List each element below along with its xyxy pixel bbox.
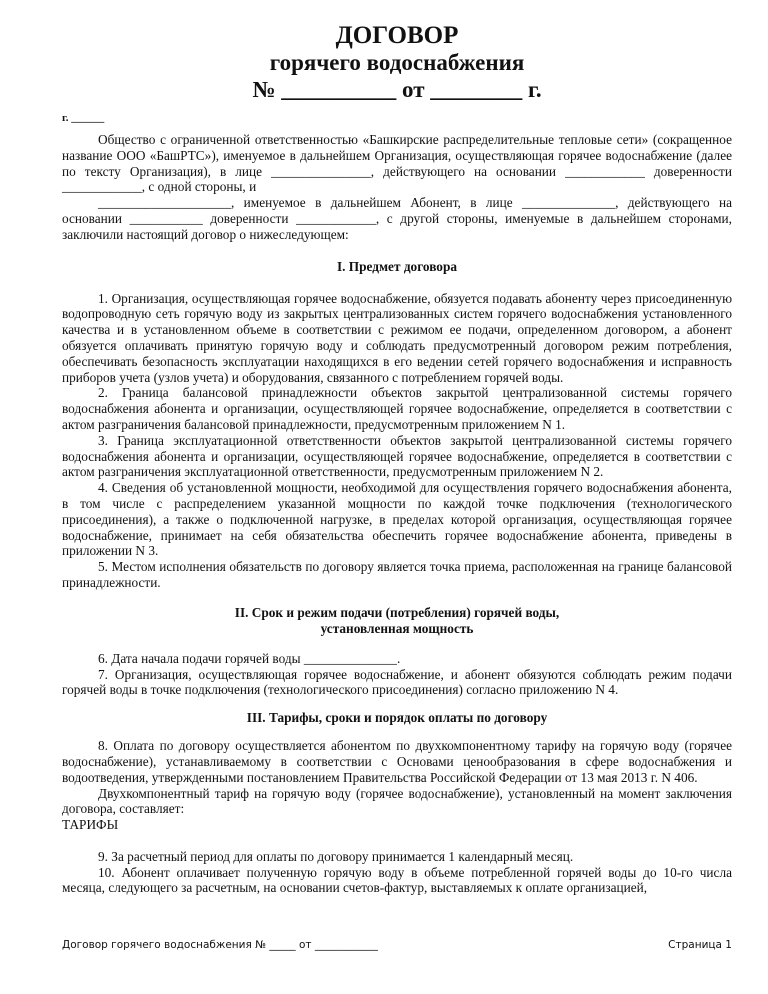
city-field: г. ______ xyxy=(62,112,105,124)
clause-8: 8. Оплата по договору осуществляется абонентом по двухкомпонентному тарифу на горячую воду (горячее водоснабжение), устанавливаемому в соответствии с Основами ценообразования в сфере водоснабжения и водоотведения, утвержденными постановлением Правительства Российской Федерации от 13 мая 2013 г. N 406. xyxy=(62,738,732,785)
clause-1: 1. Организация, осуществляющая горячее водоснабжение, обязуется подавать абоненту через присоединенную водопроводную сеть горячую воду из закрытых централизованных систем горячего водоснабжения установленного качества и в установленном объеме в соответствии с режимом ее подачи, определенном договором, а абонент обязуется оплачивать принятую горячую воду и соблюдать предусмотренный договором режим потребления, обеспечивать безопасность эксплуатации находящихся в его ведении сетей горячего водоснабжения и исправность приборов учета (узлов учета) и оборудования, связанного с потреблением горячей воды. xyxy=(62,290,732,385)
clause-7: 7. Организация, осуществляющая горячее водоснабжение, и абонент обязуются соблюдать режим подачи горячей воды в точке подключения (технологического присоединения) согласно приложению N 4. xyxy=(62,666,732,698)
clause-3: 3. Граница эксплуатационной ответственности объектов закрытой централизованной системы горячего водоснабжения абонента и организации, осуществляющей горячее водоснабжение, определяется в соответствии с актом разграничения эксплуатационной ответственности, предусмотренным приложением N 2. xyxy=(62,432,732,480)
intro-paragraph-1: Общество с ограниченной ответственностью «Башкирские распределительные тепловые сети» (сокращенное название ООО «БашРТС»), именуемое в дальнейшем Организация, осуществляющая горячее водоснабжение (далее по тексту Организация), в лице _______________, действующего на основании ____________ доверенности ____________, с одной стороны, и xyxy=(62,132,732,195)
clause-2: 2. Граница балансовой принадлежности объектов закрытой централизованной системы горячего водоснабжения абонента и организации, осуществляющей горячее водоснабжение, определяется в соответствии с актом разграничения балансовой принадлежности, предусмотренным приложением N 1. xyxy=(62,385,732,432)
section-2-title-line-1: II. Срок и режим подачи (потребления) горячей воды, xyxy=(234,604,560,620)
clause-5: 5. Местом исполнения обязательств по договору является точка приема, расположенная на границе балансовой принадлежности. xyxy=(62,559,732,590)
document-page xyxy=(62,22,732,896)
clause-4: 4. Сведения об установленной мощности, необходимой для осуществления горячего водоснабжения абонента, в том числе с распределением указанной мощности по каждой точке подключения (технологического присоединения), а также о подключенной нагрузке, в пределах которой организация, осуществляющая горячее водоснабжение, принимает на себя обязательства обеспечить горячее водоснабжение абонента, приведены в приложении N 3. xyxy=(62,480,732,559)
clause-10: 10. Абонент оплачивает полученную горячую воду в объеме потребленной горячей воды до 10-го числа месяца, следующего за расчетным, на основании счетов-фактур, выставляемых к оплате организацией, xyxy=(62,864,732,896)
page-number: Страница 1 xyxy=(668,939,732,951)
clause-6: 6. Дата начала подачи горячей воды ______________. xyxy=(98,650,401,666)
intro-paragraph-2: ____________________, именуемое в дальнейшем Абонент, в лице ______________, действующего на основании ___________ доверенности ____________, с другой стороны, именуемые в дальнейшем сторонами, заключили настоящий договор о нижеследующем: xyxy=(62,195,732,242)
tariffs-gap xyxy=(62,833,732,849)
section-3-title: III. Тарифы, сроки и порядок оплаты по договору xyxy=(246,710,548,726)
clause-9: 9. За расчетный период для оплаты по договору принимается 1 календарный месяц. xyxy=(98,848,574,864)
document-subtitle: горячего водоснабжения xyxy=(269,50,525,75)
section-2-title xyxy=(62,605,732,637)
tariff-text: Двухкомпонентный тариф на горячую воду (горячее водоснабжение), установленный на момент заключения договора, составляет: xyxy=(62,785,732,817)
document-title: ДОГОВОР xyxy=(335,22,459,49)
footer-contract-ref: Договор горячего водоснабжения № _____ от ____________ xyxy=(62,939,378,951)
tariffs-label: ТАРИФЫ xyxy=(62,817,119,833)
section-1-title: I. Предмет договора xyxy=(336,258,457,274)
page-footer xyxy=(62,939,732,951)
document-number-line: № __________ от ________ г. xyxy=(252,77,542,102)
section-2-title-line-2: установленная мощность xyxy=(320,620,474,636)
